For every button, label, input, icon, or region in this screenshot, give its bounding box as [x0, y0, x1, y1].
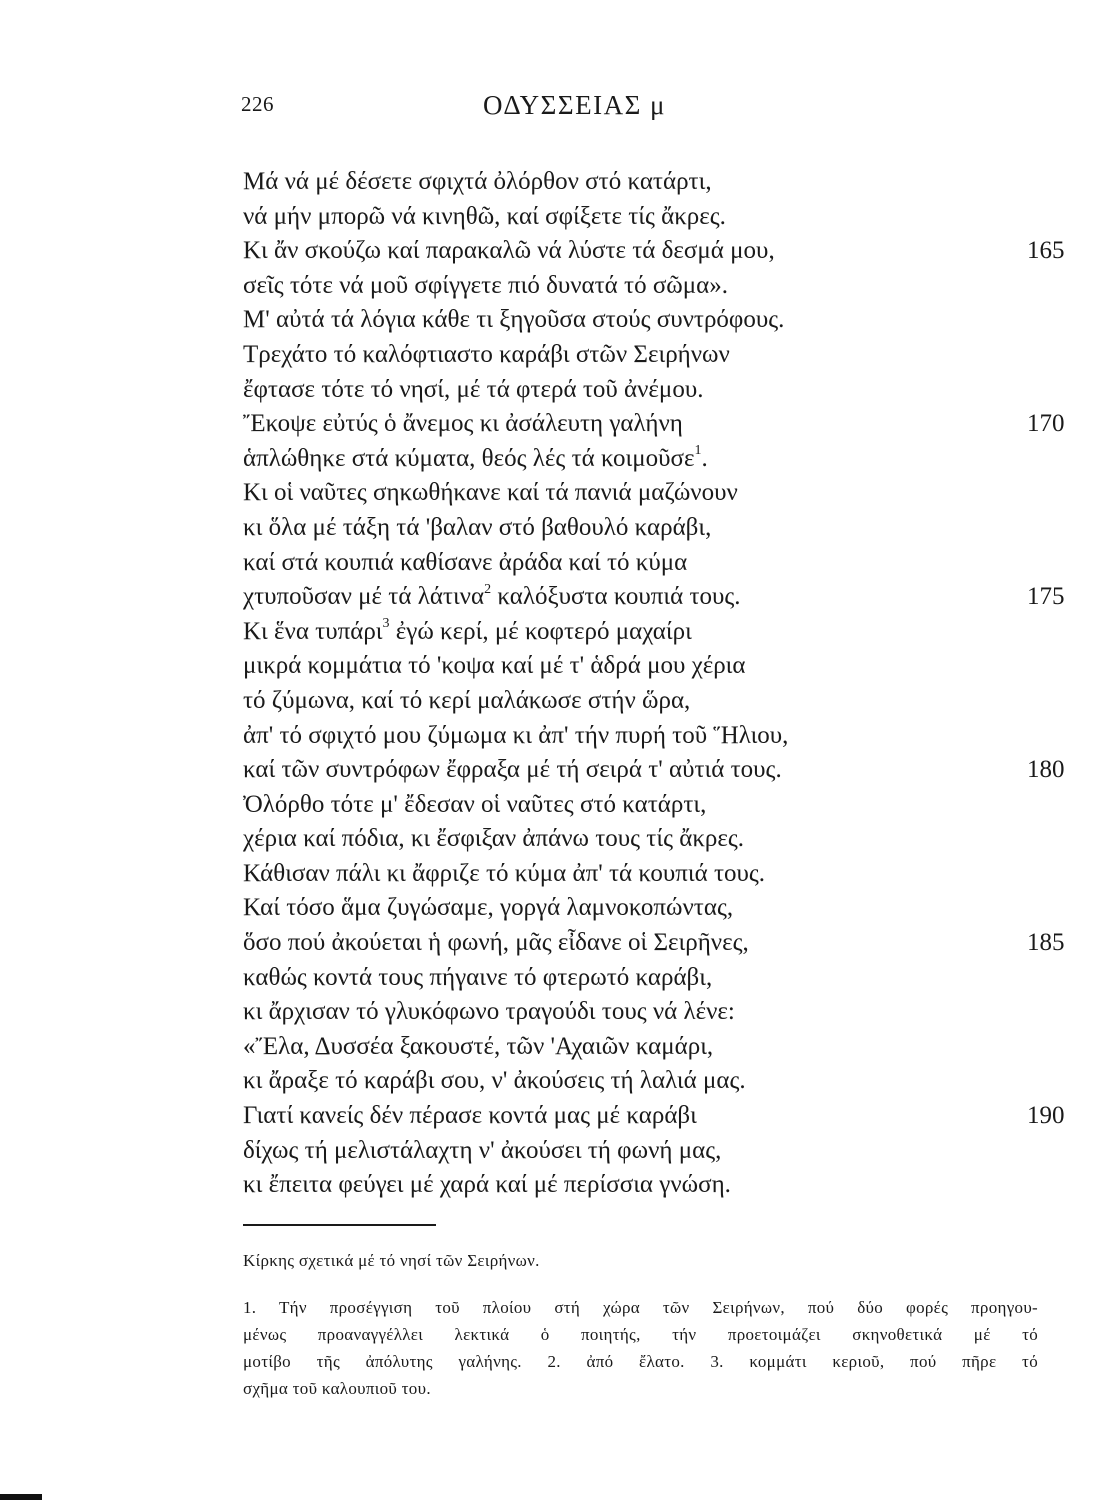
footnote-line: μοτίβο τῆς ἀπόλυτης γαλήνης. 2. ἀπό ἔλατο. 3. κομμάτι κεριοῦ, πού πῆρε τό	[243, 1352, 1038, 1371]
verse-text	[243, 168, 712, 195]
verse-text	[243, 825, 744, 852]
verse-text-main: ἀπ' τό σφιχτό μου ζύμωμα κι ἀπ' τήν πυρή τοῦ Ἥλιου,	[243, 721, 789, 749]
footnote-line: μένως προαναγγέλλει λεκτικά ὁ ποιητής, τήν προετοιμάζει σκηνοθετικά μέ τό	[243, 1325, 1038, 1344]
verse-line	[243, 338, 1073, 373]
verse-line	[243, 1099, 1073, 1134]
verse-line	[243, 511, 1073, 546]
verse-text	[243, 1171, 731, 1198]
verse-text-main: «Ἔλα, Δυσσέα ξακουστέ, τῶν 'Αχαιῶν καμάρι,	[243, 1032, 714, 1060]
verse-text-main: καί τῶν συντρόφων ἔφραξα μέ τή σειρά τ' αὐτιά τους.	[243, 756, 782, 784]
verse-text-main: Ὀλόρθο τότε μ' ἔδεσαν οἱ ναῦτες στό κατάρτι,	[243, 790, 707, 818]
verse-text	[243, 1033, 713, 1060]
note-context: Κίρκης σχετικά μέ τό νησί τῶν Σειρήνων.	[243, 1251, 540, 1270]
verse-text	[243, 306, 784, 333]
verse-text-main: ἁπλώθηκε στά κύματα, θεός λές τά κοιμοῦσε	[243, 444, 695, 472]
verse-line	[243, 649, 1073, 684]
verse-line	[243, 822, 1073, 857]
footnote-line: σχῆμα τοῦ καλουπιοῦ του.	[243, 1379, 431, 1398]
verse-line	[243, 1134, 1073, 1169]
verse-text-main: Κι ἕνα τυπάρι	[243, 617, 383, 645]
verse-text	[243, 549, 687, 576]
verse-text	[243, 514, 711, 541]
verse-text-main: νά μήν μπορῶ νά κινηθῶ, καί σφίξετε τίς ἄκρες.	[243, 202, 726, 230]
verse-line	[243, 1064, 1073, 1099]
verse-text	[243, 687, 690, 714]
verse-text	[243, 722, 788, 749]
footnote-marker: 3	[382, 616, 390, 632]
page-number: 226	[241, 92, 274, 116]
verse-text	[243, 618, 692, 645]
verse-text-main: δίχως τή μελιστάλαχτη ν' ἀκούσει τή φωνή μας,	[243, 1136, 722, 1164]
verse-line	[243, 476, 1073, 511]
verse-line	[243, 719, 1073, 754]
verse-text	[243, 1137, 721, 1164]
verse-line	[243, 891, 1073, 926]
verse-text	[243, 756, 782, 783]
verse-text-main: χέρια καί πόδια, κι ἔσφιξαν ἀπάνω τους τίς ἄκρες.	[243, 825, 745, 853]
line-number: 170	[1027, 410, 1065, 438]
verse-text-main: Γιατί κανείς δέν πέρασε κοντά μας μέ καράβι	[243, 1102, 697, 1130]
verse-line	[243, 442, 1073, 477]
verse-line	[243, 995, 1073, 1030]
line-number: 175	[1027, 583, 1065, 611]
verse-line	[243, 407, 1073, 442]
verse-text-main: καθώς κοντά τους πήγαινε τό φτερωτό καράβι,	[243, 963, 713, 991]
verse-text-main: καί στά κουπιά καθίσανε ἀράδα καί τό κύμα	[243, 548, 688, 576]
verse-text-main: Ἔκοψε εὐτύς ὁ ἄνεμος κι ἀσάλευτη γαλήνη	[243, 410, 683, 438]
verse-text	[243, 272, 728, 299]
verse-line	[243, 373, 1073, 408]
verse-text-main: χτυποῦσαν μέ τά λάτινα	[243, 583, 485, 611]
verse-line	[243, 926, 1073, 961]
footnote-marker: 1	[694, 443, 702, 459]
verse-text-main: Κι ἄν σκούζω καί παρακαλῶ νά λύστε τά δεσμά μου,	[243, 237, 775, 265]
footnote-line: 1. Τήν προσέγγιση τοῦ πλοίου στή χώρα τῶν Σειρήνων, πού δύο φορές προηγου-	[243, 1298, 1038, 1317]
verse-line	[243, 961, 1073, 996]
footnote-marker: 2	[484, 581, 492, 597]
verse-text-main: Μ' αὐτά τά λόγια κάθε τι ξηγοῦσα στούς συντρόφους.	[243, 306, 785, 334]
verse-text-main: κι ἄραξε τό καράβι σου, ν' ἀκούσεις τή λαλιά μας.	[243, 1067, 746, 1095]
verse-line	[243, 788, 1073, 823]
verse-text-main: Μά νά μέ δέσετε σφιχτά ὀλόρθον στό κατάρτι,	[243, 168, 712, 195]
verse-line	[243, 303, 1073, 338]
verse-text-main: τό ζύμωνα, καί τό κερί μαλάκωσε στήν ὥρα,	[243, 686, 691, 714]
verse-text-tail: .	[701, 444, 708, 472]
verse-text	[243, 376, 703, 403]
verse-line	[243, 165, 1073, 200]
verse-text-main: ὅσο πού ἀκούεται ἡ φωνή, μᾶς εἶδανε οἱ Σειρῆνες,	[243, 929, 749, 957]
verse-text-main: ἔφτασε τότε τό νησί, μέ τά φτερά τοῦ ἀνέμου.	[243, 375, 704, 403]
verse-text	[243, 445, 708, 472]
verse-text-main: Καί τόσο ἅμα ζυγώσαμε, γοργά λαμνοκοπώντας,	[243, 894, 734, 922]
verse-text	[243, 1102, 697, 1129]
verse-text-main: κι ἔπειτα φεύγει μέ χαρά καί μέ περίσσια γνώση.	[243, 1171, 731, 1199]
verse-text	[243, 203, 726, 230]
verse-text	[243, 479, 738, 506]
verse-text-main: Κάθισαν πάλι κι ἄφριζε τό κύμα ἀπ' τά κουπιά τους.	[243, 859, 766, 887]
verse-line	[243, 269, 1073, 304]
verse-text-main: Τρεχάτο τό καλόφτιαστο καράβι στῶν Σειρήνων	[243, 340, 730, 368]
line-number: 185	[1027, 929, 1065, 957]
verse-text	[243, 964, 712, 991]
verse-text	[243, 410, 683, 437]
verse-text	[243, 341, 730, 368]
verse-text	[243, 860, 765, 887]
verse-line	[243, 1168, 1073, 1203]
verse-text-tail: καλόξυστα κουπιά τους.	[491, 583, 741, 611]
verse-line	[243, 546, 1073, 581]
verse-line	[243, 580, 1073, 615]
running-head: ΟΔΥΣΣΕΙΑΣ μ	[483, 90, 667, 120]
scan-edge-mark	[0, 1494, 42, 1500]
verse-text-main: μικρά κομμάτια τό 'κοψα καί μέ τ' ἁδρά μου χέρια	[243, 652, 746, 680]
verse-line	[243, 684, 1073, 719]
verse-text	[243, 894, 733, 921]
verse-text-tail: ἐγώ κερί, μέ κοφτερό μαχαίρι	[389, 617, 692, 645]
verse-line	[243, 200, 1073, 235]
footnote-rule	[243, 1224, 436, 1226]
verse-text-main: Κι οἱ ναῦτες σηκωθήκανε καί τά πανιά μαζώνουν	[243, 479, 738, 507]
verse-text	[243, 929, 749, 956]
verse-text-main: κι ἄρχισαν τό γλυκόφωνο τραγούδι τους νά λένε:	[243, 998, 735, 1026]
verse-line	[243, 857, 1073, 892]
verse-text	[243, 583, 741, 610]
footnotes	[243, 1294, 1038, 1402]
verse-text	[243, 791, 706, 818]
verse-block	[243, 165, 1073, 1203]
verse-line	[243, 753, 1073, 788]
line-number: 190	[1027, 1102, 1065, 1130]
verse-line	[243, 1030, 1073, 1065]
verse-text	[243, 652, 746, 679]
line-number: 180	[1027, 756, 1065, 784]
verse-text	[243, 998, 735, 1025]
verse-line	[243, 234, 1073, 269]
verse-text	[243, 1067, 746, 1094]
verse-text-main: κι ὅλα μέ τάξη τά 'βαλαν στό βαθουλό καράβι,	[243, 513, 712, 541]
line-number: 165	[1027, 237, 1065, 265]
verse-text-main: σεῖς τότε νά μοῦ σφίγγετε πιό δυνατά τό σῶμα».	[243, 271, 728, 299]
verse-line	[243, 615, 1073, 650]
verse-text	[243, 237, 775, 264]
